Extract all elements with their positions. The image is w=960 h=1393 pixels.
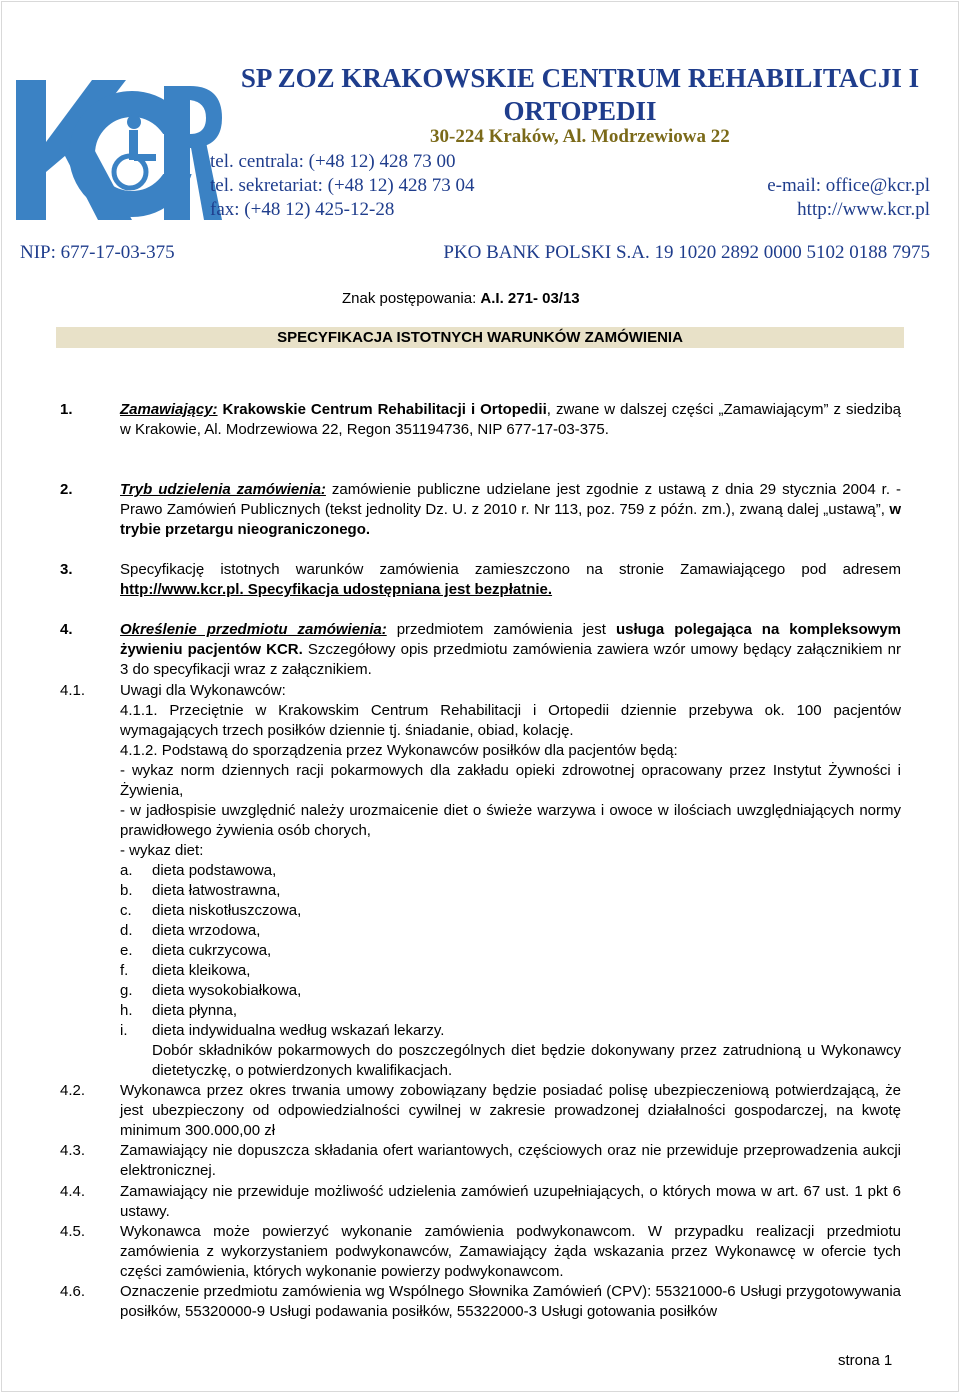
section-3-link[interactable]: http://www.kcr.pl. [120,581,244,598]
fax: fax: (+48 12) 425-12-28 [210,199,395,220]
section-4-6-number: 4.6. [60,1283,86,1300]
section-4 [120,620,901,680]
section-4-1-title: Uwagi dla Wykonawców: [120,682,286,699]
section-4-bold: usługa polegająca na kompleksowym żywieniu pacjentów KCR. [120,621,901,658]
section-4-number: 4. [60,621,73,638]
section-4-2-number: 4.2. [60,1082,86,1099]
section-4-3-number: 4.3. [60,1142,86,1159]
case-number-label: Znak postępowania: [342,290,481,307]
section-2-bold: w trybie przetargu nieograniczonego. [120,501,901,538]
section-2-number: 2. [60,481,73,498]
diet-letter: c. [120,902,132,919]
section-4-text: przedmiotem zamówienia jest [386,621,616,638]
diet-letter: f. [120,962,129,979]
section-4-3: Zamawiający nie dopuszcza składania ofert wariantowych, częściowych oraz nie przewiduje przeprowadzenia aukcji elektronicznej. [120,1142,901,1179]
section-4-6: Oznaczenie przedmiotu zamówienia wg Wspólnego Słownika Zamówień (CPV): 55321000-6 Usługi przygotowywania posiłków, 55320000-9 Usługi podawania posiłków, 55322000-3 Usługi gotowania posiłków [120,1283,901,1320]
tel-central: tel. centrala: (+48 12) 428 73 00 [210,151,456,172]
case-number-value: A.I. 271- 03/13 [480,290,580,307]
institution-name-line1: SP ZOZ KRAKOWSKIE CENTRUM REHABILITACJI I [240,63,920,93]
diet-name: dieta wrzodowa, [152,922,261,939]
section-4-4-number: 4.4. [60,1183,86,1200]
section-4-1-2: 4.1.2. Podstawą do sporządzenia przez Wykonawców posiłków dla pacjentów będą: [120,742,678,759]
section-3-text: Specyfikację istotnych warunków zamówienia zamieszczono na stronie Zamawiającego pod adresem [120,561,901,578]
section-4-1-menu: - w jadłospisie uwzględnić należy urozmaicenie diet o świeże warzywa i owoce w ilościach uwzględniających normy prawidłowego żywienia osób chorych, [120,802,901,839]
section-1-heading: Zamawiający: [120,401,218,418]
website-link[interactable]: http://www.kcr.pl [797,199,930,220]
section-2-heading: Tryb udzielenia zamówienia: [120,481,326,498]
section-4-1-norms: - wykaz norm dziennych racji pokarmowych dla zakładu opieki zdrowotnej opracowany przez Instytut Żywności i Żywienia, [120,762,901,799]
diet-name: dieta wysokobiałkowa, [152,982,302,999]
diet-name: dieta płynna, [152,1002,238,1019]
diet-letter: b. [120,882,133,899]
kcr-logo [14,72,224,222]
tel-secretariat: tel. sekretariat: (+48 12) 428 73 04 [210,175,475,196]
section-4-1-1: 4.1.1. Przeciętnie w Krakowskim Centrum Rehabilitacji i Ortopedii dziennie przebywa ok. 100 pacjentów wymagających trzech posiłków dziennie tj. śniadanie, obiad, kolację. [120,702,901,739]
email: e-mail: office@kcr.pl [767,175,930,196]
institution-name-line2: ORTOPEDII [503,96,657,126]
diet-name: dieta indywidualna według wskazań lekarzy. [152,1022,445,1039]
diet-letter: d. [120,922,133,939]
diet-letter: e. [120,942,133,959]
section-4-1-dietitian: Dobór składników pokarmowych do poszczególnych diet będzie dokonywany przez zatrudnioną u Wykonawcy dietetyczkę, o potwierdzonych kwalifikacjach. [152,1042,901,1079]
diet-name: dieta podstawowa, [152,862,277,879]
diet-letter: g. [120,982,133,999]
section-1-text: , zwane w dalszej części „Zamawiającym” z siedzibą w Krakowie, Al. Modrzewiowa 22, Regon 351194736, NIP 677-17-03-375. [120,401,902,438]
section-4-text2: Szczegółowy opis przedmiotu zamówienia zawiera wzór umowy będący załącznikiem nr 3 do specyfikacji wraz z załącznikiem. [120,641,902,678]
section-1 [120,400,901,440]
section-3-bold: Specyfikacja udostępniana jest bezpłatnie. [243,581,553,598]
section-3-number: 3. [60,561,73,578]
institution-address: 30-224 Kraków, Al. Modrzewiowa 22 [430,126,730,147]
document-title: SPECYFIKACJA ISTOTNYCH WARUNKÓW ZAMÓWIENIA [56,327,904,348]
section-3 [120,560,901,600]
page-number: strona 1 [838,1352,893,1369]
bank-account: PKO BANK POLSKI S.A. 19 1020 2892 0000 5102 0188 7975 [443,242,930,263]
diet-letter: a. [120,862,133,879]
section-1-number: 1. [60,401,73,418]
section-4-heading: Określenie przedmiotu zamówienia: [120,621,387,638]
nip: NIP: 677-17-03-375 [20,242,175,263]
section-4-4: Zamawiający nie przewiduje możliwość udzielenia zamówień uzupełniających, o których mowa w art. 67 ust. 1 pkt 6 ustawy. [120,1183,901,1220]
section-4-1-number: 4.1. [60,682,86,699]
section-4-5: Wykonawca może powierzyć wykonanie zamówienia podwykonawcom. W przypadku realizacji przedmiotu zamówienia z wykorzystaniem podwykonawców, Zamawiający żąda wskazania przez Wykonawcę w ofercie tych części zamówienia, których wykonanie powierzy podwykonawcom. [120,1223,901,1280]
diet-letter: i. [120,1022,128,1039]
section-2 [120,480,901,540]
section-4-5-number: 4.5. [60,1223,86,1240]
diet-name: dieta kleikowa, [152,962,251,979]
diet-letter: h. [120,1002,133,1019]
section-1-bold: Krakowskie Centrum Rehabilitacji i Ortopedii [217,401,547,418]
section-2-text: zamówienie publiczne udzielane jest zgodnie z ustawą z dnia 29 stycznia 2004 r. - Prawo Zamówień Publicznych (tekst jednolity Dz. U. z 2010 r. Nr 113, poz. 759 z późn. zm.), zwaną dalej „ustawą”, [120,481,901,518]
case-number [342,290,580,307]
section-4-2: Wykonawca przez okres trwania umowy zobowiązany będzie posiadać polisę ubezpieczeniową potwierdzającą, że jest ubezpieczony od odpowiedzialności cywilnej w zakresie prowadzonej działalności gospodarczej, na kwotę minimum 300.000,00 zł [120,1082,901,1139]
diet-name: dieta łatwostrawna, [152,882,281,899]
section-4-1-diets-label: - wykaz diet: [120,842,204,859]
diet-name: dieta cukrzycowa, [152,942,272,959]
diet-name: dieta niskotłuszczowa, [152,902,302,919]
